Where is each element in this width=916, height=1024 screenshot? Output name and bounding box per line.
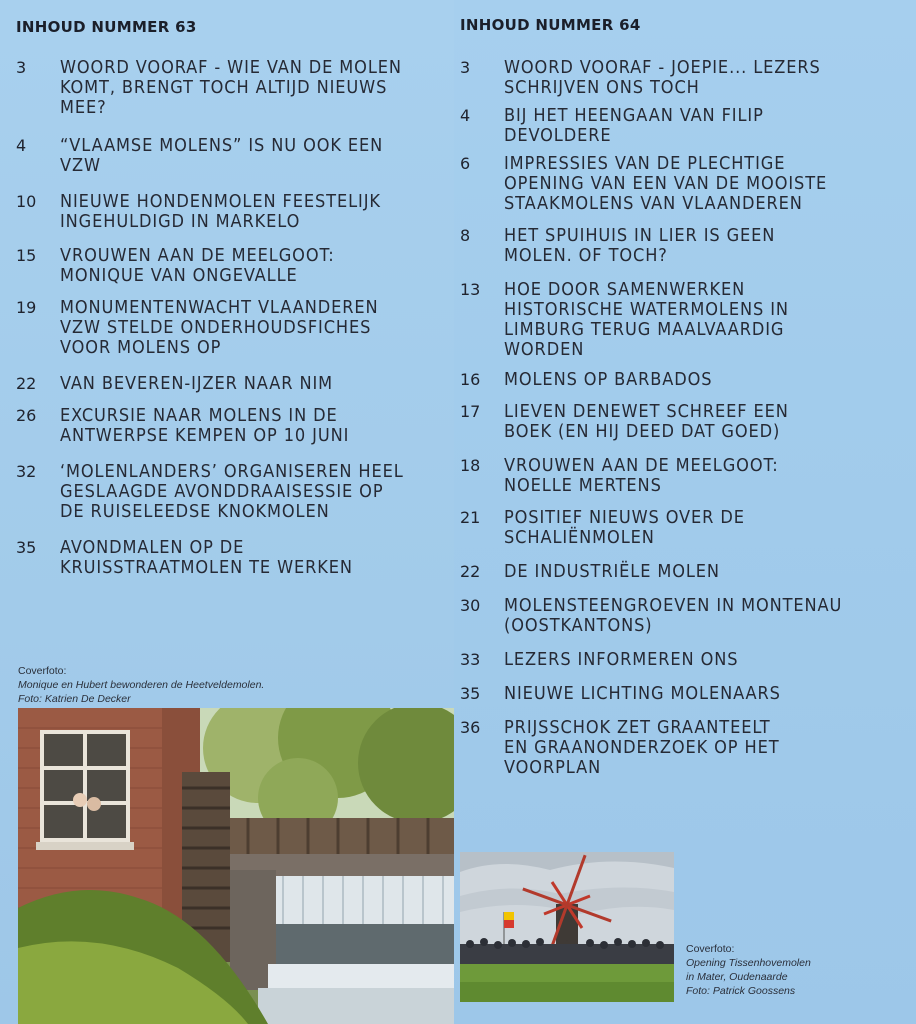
toc-entry-title: DE INDUSTRIËLE MOLEN — [504, 561, 720, 582]
toc-entry-title: MOLENS OP BARBADOS — [504, 369, 713, 390]
toc-entry-title: LEZERS INFORMEREN ONS — [504, 649, 739, 670]
toc-page-number: 19 — [16, 298, 37, 317]
toc-entry-title: WOORD VOORAF - WIE VAN DE MOLEN KOMT, BRENGT TOCH ALTIJD NIEUWS MEE? — [60, 57, 402, 118]
toc-entry-title: HET SPUIHUIS IN LIER IS GEEN MOLEN. OF TOCH? — [504, 225, 776, 266]
toc-page-number: 4 — [460, 106, 471, 125]
toc-entry-title: VROUWEN AAN DE MEELGOOT: MONIQUE VAN ONGEVALLE — [60, 245, 335, 286]
toc-title-64: INHOUD NUMMER 64 — [460, 16, 641, 34]
cover-label: Coverfoto: — [686, 943, 735, 955]
toc-entry-title: EXCURSIE NAAR MOLENS IN DE ANTWERPSE KEMPEN OP 10 JUNI — [60, 405, 350, 446]
toc-page-number: 18 — [460, 456, 481, 475]
toc-entry-title: ‘MOLENLANDERS’ ORGANISEREN HEEL GESLAAGDE AVONDDRAAISESSIE OP DE RUISELEEDSE KNOKMOLEN — [60, 461, 404, 522]
toc-page-number: 6 — [460, 154, 471, 173]
toc-entry-title: MOLENSTEENGROEVEN IN MONTENAU (OOSTKANTONS) — [504, 595, 843, 636]
right-page-issue-64 — [454, 0, 916, 1024]
toc-page-number: 22 — [16, 374, 37, 393]
cover-caption-64 — [686, 942, 811, 998]
cover-caption-63 — [18, 664, 264, 706]
watermill-photo — [18, 708, 454, 1024]
toc-entry-title: “VLAAMSE MOLENS” IS NU OOK EEN VZW — [60, 135, 384, 176]
toc-entry-title: NIEUWE LICHTING MOLENAARS — [504, 683, 781, 704]
toc-page-number: 10 — [16, 192, 37, 211]
toc-entry-title: AVONDMALEN OP DE KRUISSTRAATMOLEN TE WERKEN — [60, 537, 353, 578]
toc-page-number: 21 — [460, 508, 481, 527]
toc-entry-title: WOORD VOORAF - JOEPIE... LEZERS SCHRIJVEN ONS TOCH — [504, 57, 821, 98]
toc-page-number: 32 — [16, 462, 37, 481]
cover-label: Coverfoto: — [18, 665, 67, 677]
toc-page-number: 15 — [16, 246, 37, 265]
left-page-issue-63 — [0, 0, 454, 1024]
toc-entry-title: IMPRESSIES VAN DE PLECHTIGE OPENING VAN EEN VAN DE MOOISTE STAAKMOLENS VAN VLAANDEREN — [504, 153, 828, 214]
toc-page-number: 16 — [460, 370, 481, 389]
toc-page-number: 22 — [460, 562, 481, 581]
toc-entry-title: HOE DOOR SAMENWERKEN HISTORISCHE WATERMOLENS IN LIMBURG TERUG MAALVAARDIG WORDEN — [504, 279, 789, 360]
toc-entry-title: PRIJSSCHOK ZET GRAANTEELT EN GRAANONDERZOEK OP HET VOORPLAN — [504, 717, 780, 778]
toc-entry-title: BIJ HET HEENGAAN VAN FILIP DEVOLDERE — [504, 105, 764, 146]
toc-page-number: 8 — [460, 226, 471, 245]
toc-page-number: 17 — [460, 402, 481, 421]
cover-description-line1: Opening Tissenhovemolen — [686, 957, 811, 969]
windmill-photo — [460, 852, 674, 1002]
toc-title-63: INHOUD NUMMER 63 — [16, 18, 197, 36]
toc-page-number: 35 — [16, 538, 37, 557]
toc-page-number: 26 — [16, 406, 37, 425]
cover-credit: Foto: Katrien De Decker — [18, 693, 131, 705]
toc-entry-title: VAN BEVEREN-IJZER NAAR NIM — [60, 373, 334, 394]
toc-page-number: 3 — [16, 58, 27, 77]
toc-entry-title: MONUMENTENWACHT VLAANDEREN VZW STELDE ONDERHOUDSFICHES VOOR MOLENS OP — [60, 297, 379, 358]
toc-entry-title: VROUWEN AAN DE MEELGOOT: NOELLE MERTENS — [504, 455, 779, 496]
toc-page-number: 35 — [460, 684, 481, 703]
toc-page-number: 30 — [460, 596, 481, 615]
toc-page-number: 13 — [460, 280, 481, 299]
cover-credit: Foto: Patrick Goossens — [686, 985, 796, 997]
toc-page-number: 33 — [460, 650, 481, 669]
toc-entry-title: LIEVEN DENEWET SCHREEF EEN BOEK (EN HIJ DEED DAT GOED) — [504, 401, 789, 442]
toc-page-number: 4 — [16, 136, 27, 155]
toc-entry-title: POSITIEF NIEUWS OVER DE SCHALIËNMOLEN — [504, 507, 745, 548]
toc-entry-title: NIEUWE HONDENMOLEN FEESTELIJK INGEHULDIGD IN MARKELO — [60, 191, 381, 232]
toc-page-number: 36 — [460, 718, 481, 737]
cover-description: Monique en Hubert bewonderen de Heetveldemolen. — [18, 679, 265, 691]
toc-page-number: 3 — [460, 58, 471, 77]
cover-description-line2: in Mater, Oudenaarde — [686, 971, 788, 983]
